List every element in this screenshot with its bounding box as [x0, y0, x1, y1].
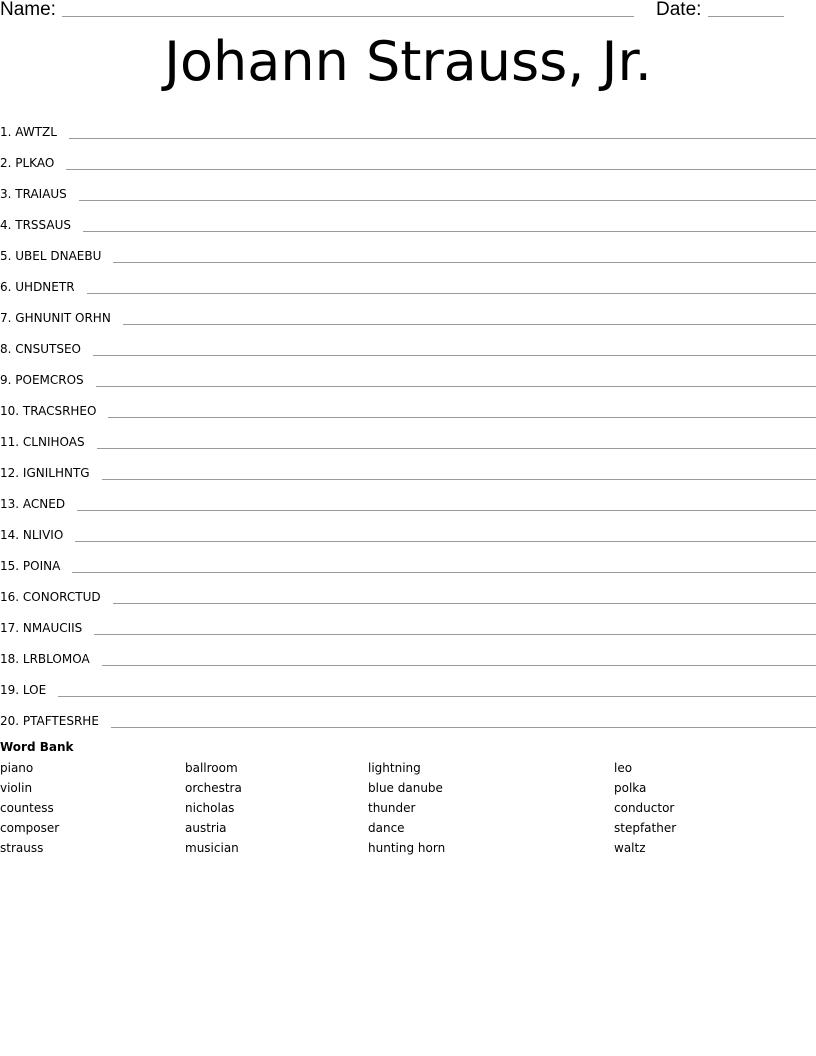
word-bank-item: waltz [614, 841, 646, 855]
question-row [0, 360, 816, 391]
name-label: Name: [0, 0, 56, 20]
scrambled-word: 3. TRAIAUS [0, 187, 67, 201]
word-bank-item: leo [614, 761, 633, 775]
answer-line[interactable] [96, 386, 816, 387]
word-bank-item: piano [0, 761, 34, 775]
answer-line[interactable] [102, 479, 816, 480]
scrambled-word: 2. PLKAO [0, 156, 55, 170]
question-row [0, 205, 816, 236]
word-bank-column [368, 760, 445, 860]
scrambled-word: 17. NMAUCIIS [0, 621, 83, 635]
scrambled-word: 20. PTAFTESRHE [0, 714, 99, 728]
name-field[interactable] [62, 16, 634, 17]
answer-line[interactable] [83, 231, 816, 232]
scrambled-word: 8. CNSUTSEO [0, 342, 81, 356]
question-row [0, 546, 816, 577]
answer-line[interactable] [94, 634, 816, 635]
question-row [0, 577, 816, 608]
answer-line[interactable] [93, 355, 816, 356]
question-row [0, 453, 816, 484]
date-field[interactable] [708, 16, 784, 17]
scrambled-word: 6. UHDNETR [0, 280, 75, 294]
date-label: Date: [656, 0, 702, 20]
word-bank-item: countess [0, 801, 54, 815]
answer-line[interactable] [111, 727, 816, 728]
question-row [0, 298, 816, 329]
word-bank-item: blue danube [368, 781, 443, 795]
scrambled-word: 1. AWTZL [0, 125, 57, 139]
word-bank-item: strauss [0, 841, 44, 855]
scrambled-word: 12. IGNILHNTG [0, 466, 90, 480]
worksheet-header [0, 0, 816, 22]
scrambled-word: 19. LOE [0, 683, 47, 697]
answer-line[interactable] [72, 572, 816, 573]
word-bank-column [185, 760, 242, 860]
word-bank-item: composer [0, 821, 60, 835]
question-row [0, 391, 816, 422]
answer-line[interactable] [79, 200, 816, 201]
word-bank-item: dance [368, 821, 405, 835]
answer-line[interactable] [113, 603, 816, 604]
question-row [0, 267, 816, 298]
question-row [0, 236, 816, 267]
answer-line[interactable] [123, 324, 816, 325]
answer-line[interactable] [108, 417, 816, 418]
answer-line[interactable] [58, 696, 816, 697]
word-bank-item: austria [185, 821, 227, 835]
scrambled-word: 14. NLIVIO [0, 528, 64, 542]
word-bank-item: musician [185, 841, 239, 855]
word-bank-item: thunder [368, 801, 416, 815]
word-bank-item: orchestra [185, 781, 242, 795]
question-row [0, 515, 816, 546]
scrambled-word: 11. CLNIHOAS [0, 435, 85, 449]
scrambled-word: 15. POINA [0, 559, 61, 573]
question-row [0, 608, 816, 639]
scrambled-word: 13. ACNED [0, 497, 66, 511]
answer-line[interactable] [113, 262, 816, 263]
answer-line[interactable] [97, 448, 816, 449]
answer-line[interactable] [66, 169, 816, 170]
word-bank-item: hunting horn [368, 841, 446, 855]
question-list [0, 112, 816, 732]
scrambled-word: 16. CONORCTUD [0, 590, 101, 604]
question-row [0, 701, 816, 732]
scrambled-word: 7. GHNUNIT ORHN [0, 311, 111, 325]
answer-line[interactable] [77, 510, 816, 511]
answer-line[interactable] [75, 541, 816, 542]
question-row [0, 484, 816, 515]
scrambled-word: 5. UBEL DNAEBU [0, 249, 102, 263]
word-bank-title: Word Bank [0, 740, 74, 754]
word-bank-item: lightning [368, 761, 421, 775]
question-row [0, 422, 816, 453]
word-bank-column [0, 760, 59, 860]
word-bank-item: polka [614, 781, 647, 795]
question-row [0, 670, 816, 701]
answer-line[interactable] [87, 293, 816, 294]
word-bank-item: nicholas [185, 801, 235, 815]
answer-line[interactable] [69, 138, 816, 139]
question-row [0, 639, 816, 670]
scrambled-word: 10. TRACSRHEO [0, 404, 97, 418]
scrambled-word: 18. LRBLOMOA [0, 652, 90, 666]
question-row [0, 329, 816, 360]
answer-line[interactable] [102, 665, 816, 666]
word-bank-item: stepfather [614, 821, 677, 835]
word-bank-column [614, 760, 676, 860]
scrambled-word: 9. POEMCROS [0, 373, 84, 387]
question-row [0, 143, 816, 174]
word-bank-item: violin [0, 781, 33, 795]
word-bank-item: conductor [614, 801, 675, 815]
question-row [0, 174, 816, 205]
page-title: Johann Strauss, Jr. [164, 30, 652, 93]
word-bank-item: ballroom [185, 761, 238, 775]
question-row [0, 112, 816, 143]
scrambled-word: 4. TRSSAUS [0, 218, 71, 232]
